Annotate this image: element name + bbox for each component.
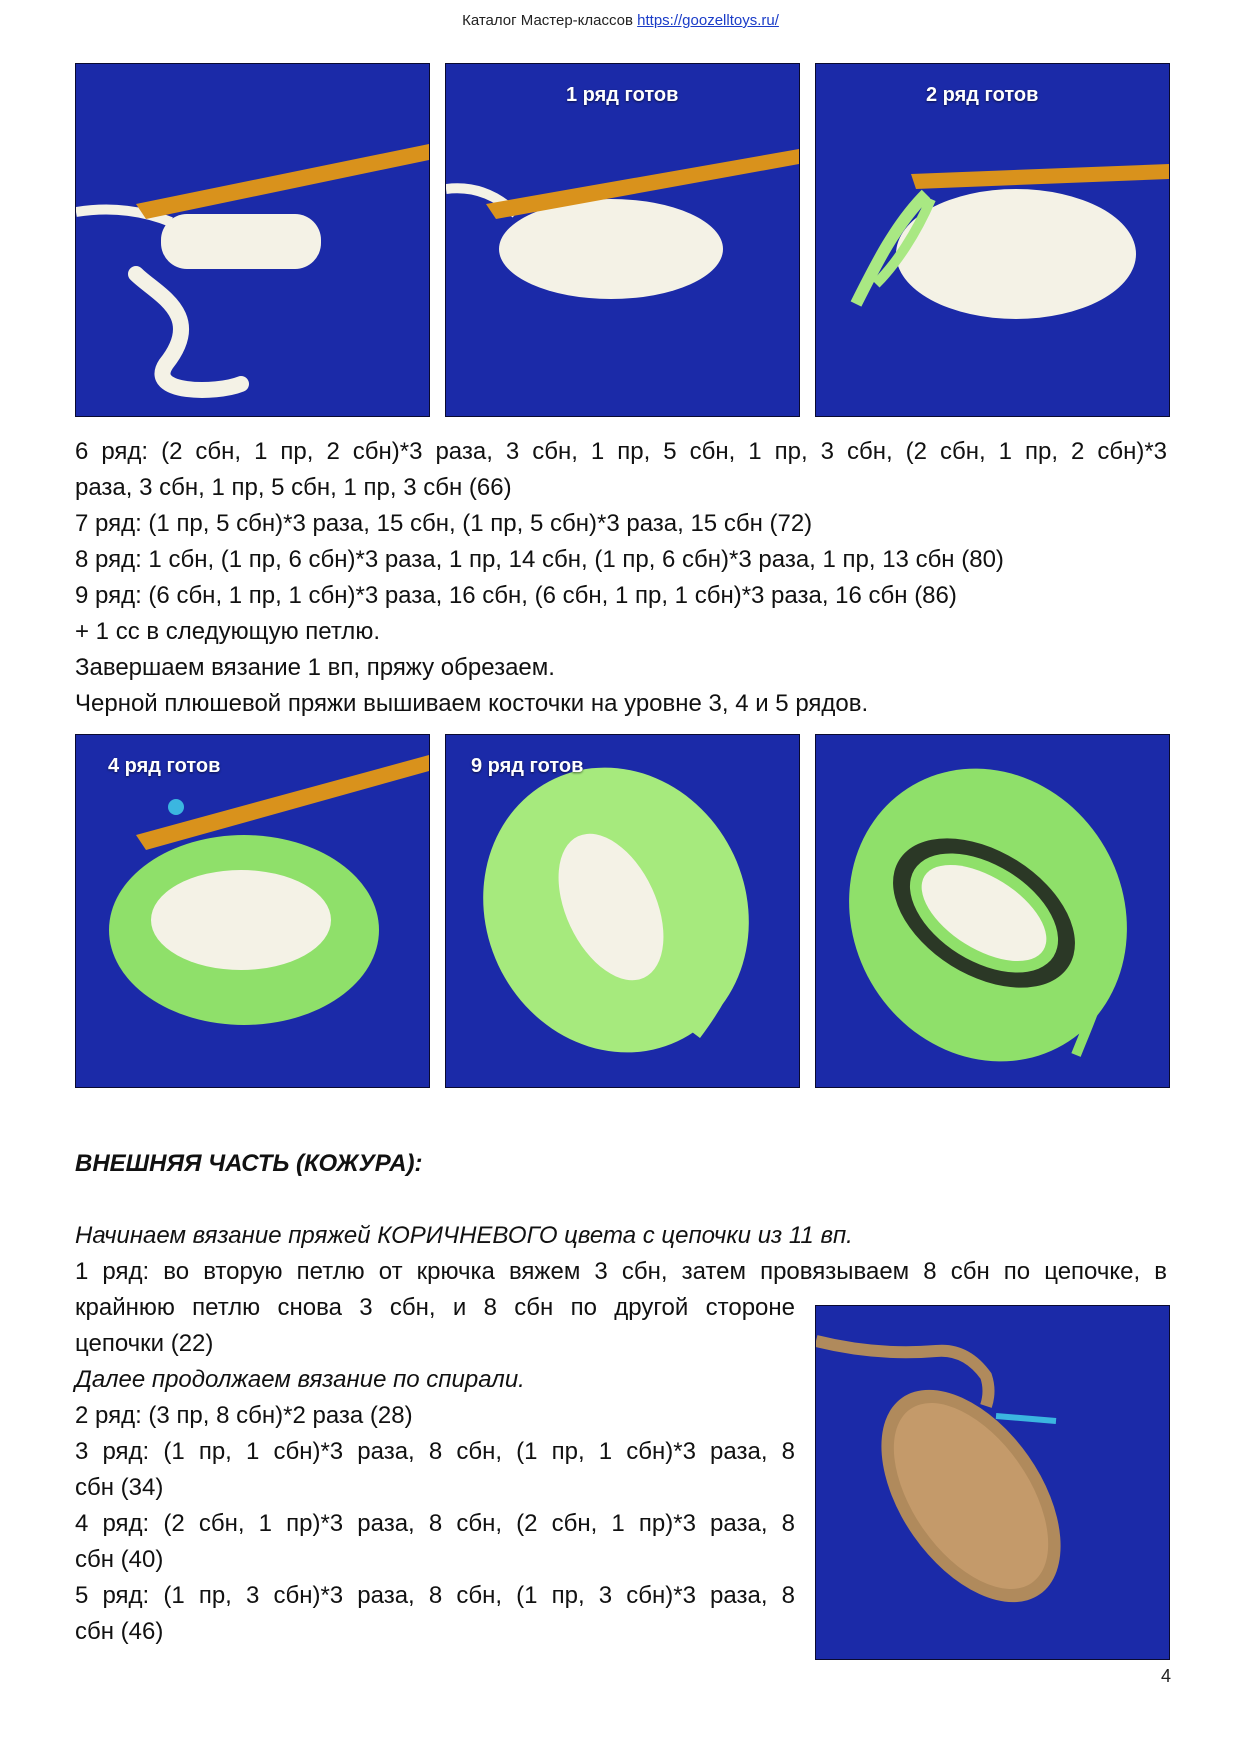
outer-row4-line2: сбн (40) <box>75 1546 164 1573</box>
outer-spiral-line: Далее продолжаем вязание по спирали. <box>75 1366 525 1393</box>
outer-row5-line2: сбн (46) <box>75 1618 164 1645</box>
oval-row1-image <box>446 64 799 416</box>
finish-line: Завершаем вязание 1 вп, пряжу обрезаем. <box>75 654 555 681</box>
crochet-chain-image <box>76 64 429 416</box>
outer-row5-line1: 5 ряд: (1 пр, 3 сбн)*3 раза, 8 сбн, (1 пр, 3 сбн)*3 раза, 8 <box>75 1582 795 1609</box>
oval-row9-image <box>446 735 799 1087</box>
photo-caption: 4 ряд готов <box>108 755 221 777</box>
page-number: 4 <box>1160 1666 1171 1686</box>
outer-row3-line2: сбн (34) <box>75 1474 164 1501</box>
outer-start-line: Начинаем вязание пряжей КОРИЧНЕВОГО цвета с цепочки из 11 вп. <box>75 1222 853 1249</box>
row6-line1: 6 ряд: (2 сбн, 1 пр, 2 сбн)*3 раза, 3 сбн, 1 пр, 5 сбн, 1 пр, 3 сбн, (2 сбн, 1 пр, 2 сбн)*3 <box>75 438 1167 465</box>
page-header <box>0 12 1241 29</box>
oval-row4-image <box>76 735 429 1087</box>
header-link[interactable]: https://goozelltoys.ru/ <box>637 12 779 29</box>
photo-caption: 1 ряд готов <box>566 84 679 106</box>
photo-row2-done <box>815 63 1170 417</box>
header-text: Каталог Мастер-классов <box>462 12 638 29</box>
slip-stitch-line: + 1 сс в следующую петлю. <box>75 618 380 645</box>
outer-row3-line1: 3 ряд: (1 пр, 1 сбн)*3 раза, 8 сбн, (1 пр, 1 сбн)*3 раза, 8 <box>75 1438 795 1465</box>
row9-line: 9 ряд: (6 сбн, 1 пр, 1 сбн)*3 раза, 16 сбн, (6 сбн, 1 пр, 1 сбн)*3 раза, 16 сбн (86) <box>75 582 957 609</box>
outer-row1-line2: крайнюю петлю снова 3 сбн, и 8 сбн по другой стороне <box>75 1294 795 1321</box>
outer-start-block <box>75 1218 1167 1290</box>
outer-row4-line1: 4 ряд: (2 сбн, 1 пр)*3 раза, 8 сбн, (2 сбн, 1 пр)*3 раза, 8 <box>75 1510 795 1537</box>
outer-row1-line1: 1 ряд: во вторую петлю от крючка вяжем 3 сбн, затем провязываем 8 сбн по цепочке, в <box>75 1258 1167 1285</box>
outer-row2-line: 2 ряд: (3 пр, 8 сбн)*2 раза (28) <box>75 1402 413 1429</box>
oval-row2-image <box>816 64 1169 416</box>
photo-row1-done <box>445 63 800 417</box>
section-heading-outer: ВНЕШНЯЯ ЧАСТЬ (КОЖУРА): <box>75 1150 423 1177</box>
instructions-block <box>75 434 1167 722</box>
photo-row4-done <box>75 734 430 1088</box>
photo-seeds-embroidered <box>815 734 1170 1088</box>
photo-row9-done <box>445 734 800 1088</box>
kiwi-slice-image <box>816 735 1169 1087</box>
seeds-line: Черной плюшевой пряжи вышиваем косточки на уровне 3, 4 и 5 рядов. <box>75 690 869 717</box>
photo-caption: 9 ряд готов <box>471 755 584 777</box>
row6-line2: раза, 3 сбн, 1 пр, 5 сбн, 1 пр, 3 сбн (66) <box>75 474 512 501</box>
brown-oval-image <box>816 1306 1169 1659</box>
outer-row1-line3: цепочки (22) <box>75 1330 214 1357</box>
photo-brown-oval <box>815 1305 1170 1660</box>
row7-line: 7 ряд: (1 пр, 5 сбн)*3 раза, 15 сбн, (1 пр, 5 сбн)*3 раза, 15 сбн (72) <box>75 510 813 537</box>
row8-line: 8 ряд: 1 сбн, (1 пр, 6 сбн)*3 раза, 1 пр, 14 сбн, (1 пр, 6 сбн)*3 раза, 1 пр, 13 сбн (80) <box>75 546 1004 573</box>
outer-rows-block <box>75 1290 795 1650</box>
photo-caption: 2 ряд готов <box>926 84 1039 106</box>
photo-chain-start <box>75 63 430 417</box>
